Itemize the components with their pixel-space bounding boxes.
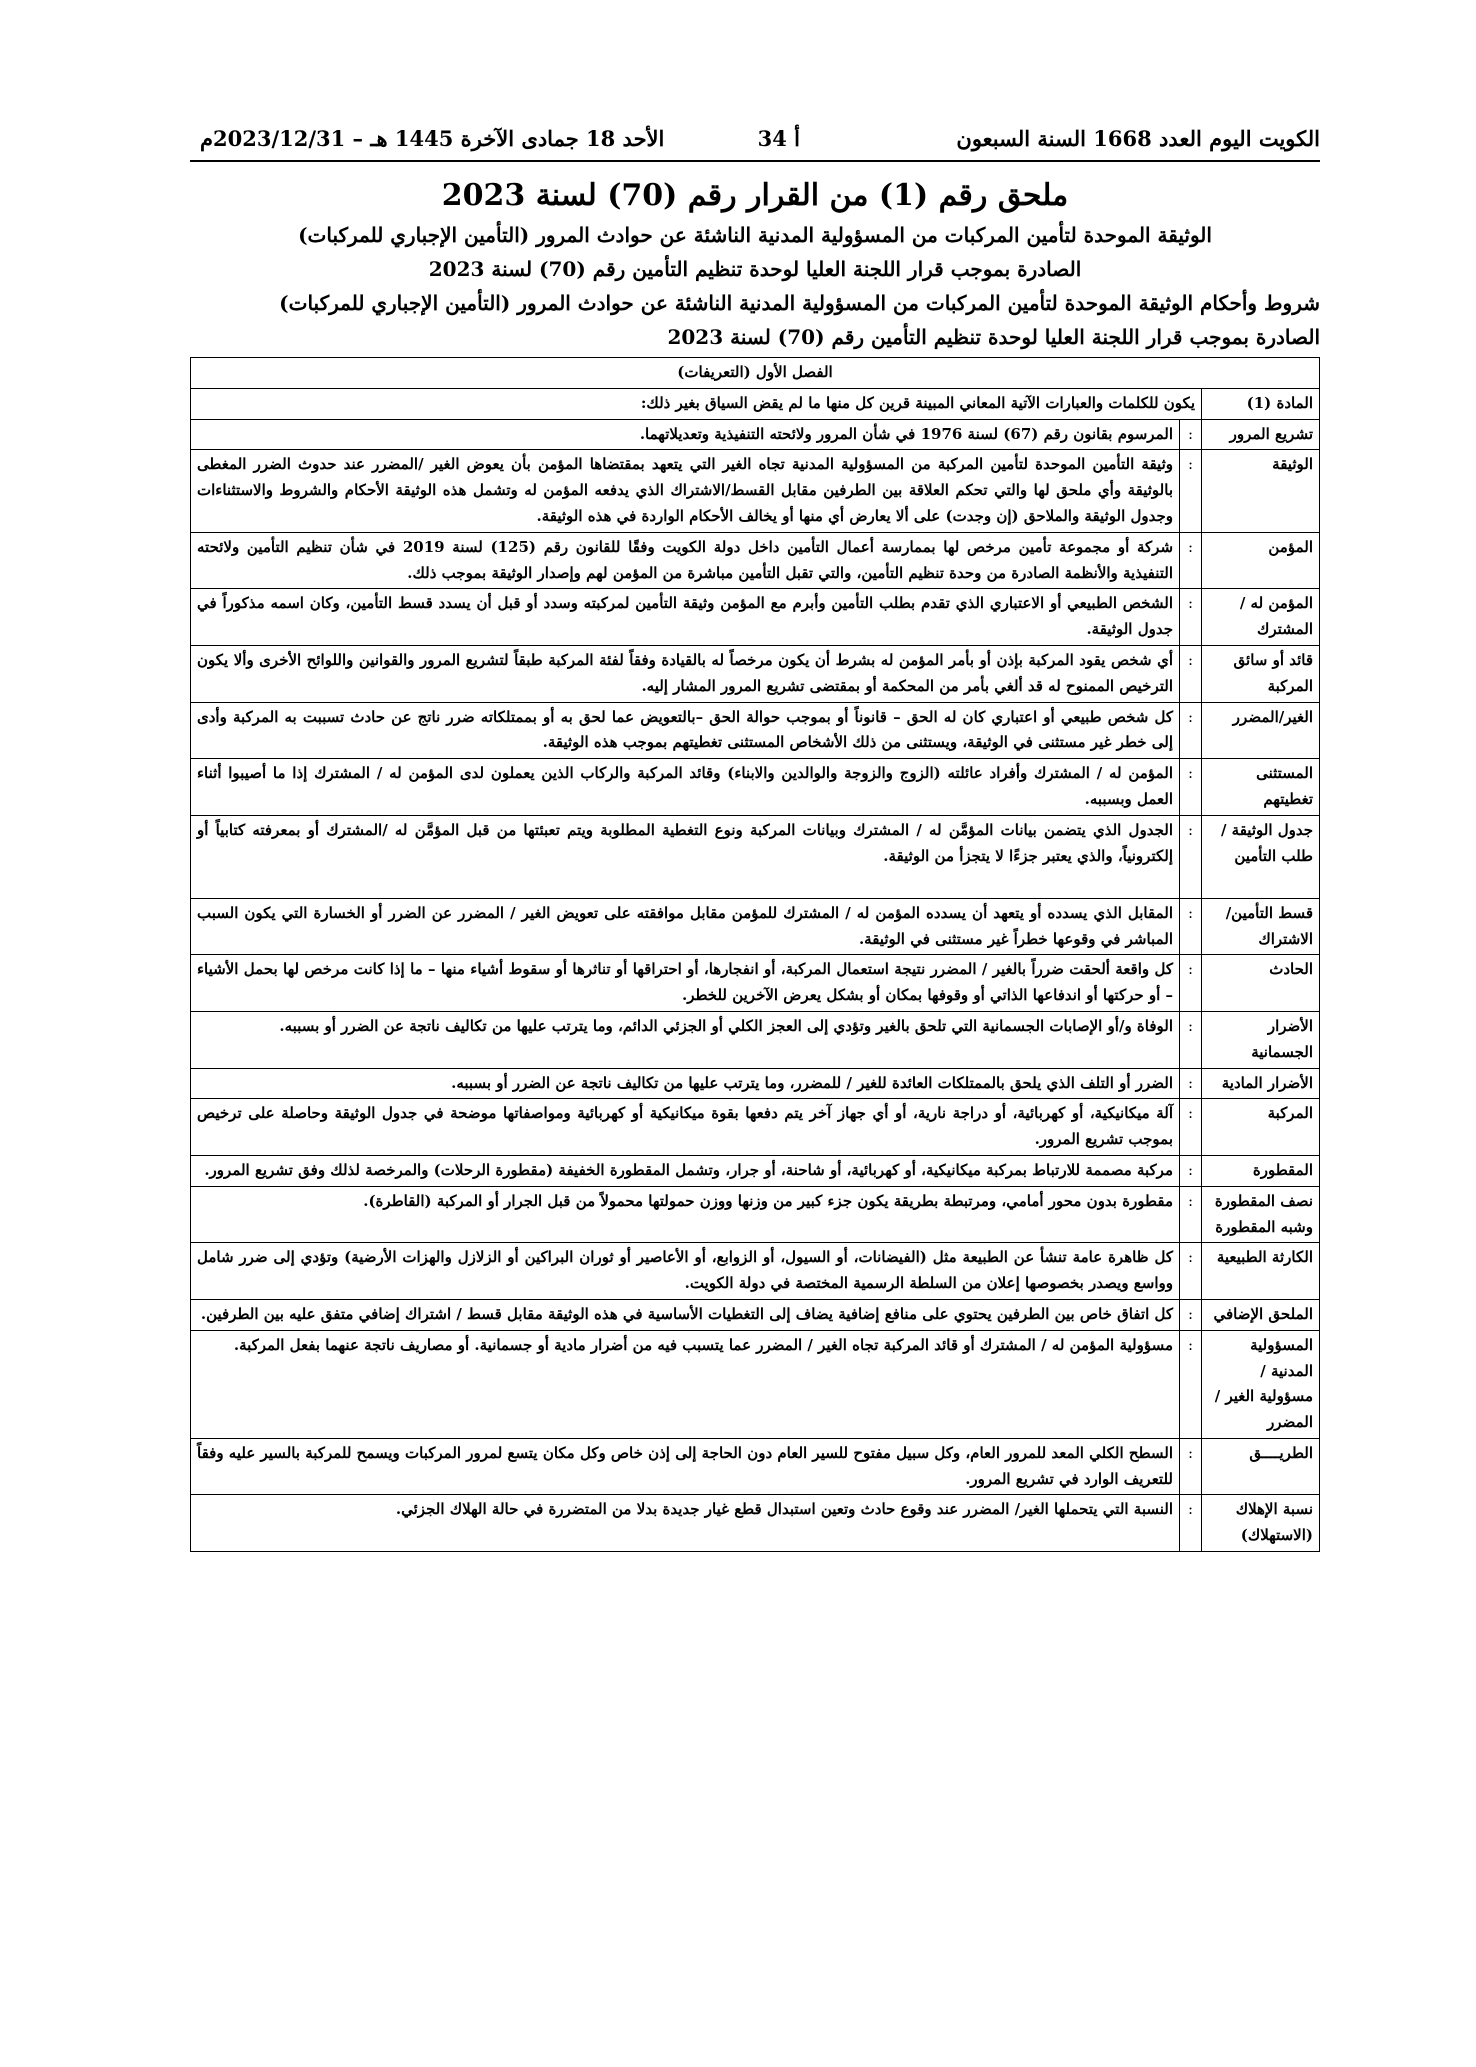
- definition-separator: :: [1180, 1068, 1202, 1099]
- definition-text: كل واقعة ألحقت ضرراً بالغير / المضرر نتيجة استعمال المركبة، أو انفجارها، أو احتراقها أو تناثرها أو سقوط أشياء منها – ما إذا كانت مرخص لها بحمل الأشياء – أو حركتها أو اندفاعها الذاتي أو وقوفها بمكان أو بشكل يعرض الآخرين للخطر.: [191, 955, 1180, 1012]
- definition-term: الطريــــق: [1202, 1438, 1320, 1495]
- section-title: الفصل الأول (التعريفات): [191, 358, 1320, 389]
- definition-separator: :: [1180, 532, 1202, 589]
- definition-term: المستثنى تغطيتهم: [1202, 759, 1320, 816]
- definition-term: قائد أو سائق المركبة: [1202, 645, 1320, 702]
- subtitle-line-2: الصادرة بموجب قرار اللجنة العليا لوحدة تنظيم التأمين رقم (70) لسنة 2023: [428, 257, 1082, 281]
- definition-separator: :: [1180, 1186, 1202, 1243]
- definition-separator: :: [1180, 898, 1202, 955]
- definition-term: الأضرار المادية: [1202, 1068, 1320, 1099]
- definition-text: مقطورة بدون محور أمامي، ومرتبطة بطريقة يكون جزء كبير من وزنها ووزن حمولتها محمولاً من قبل الجرار أو المركبة (القاطرة).: [191, 1186, 1180, 1243]
- definition-text: الجدول الذي يتضمن بيانات المؤمَّن له / المشترك وبيانات المركبة ونوع التغطية المطلوبة ويتم تعبئتها من قبل المؤمَّن له /المشترك أو بمعرفته كتابياً أو إلكترونياً، والذي يعتبر جزءًا لا يتجزأ من الوثيقة.: [191, 815, 1180, 898]
- definition-row: [191, 955, 1320, 1012]
- definition-text: السطح الكلي المعد للمرور العام، وكل سبيل مفتوح للسير العام دون الحاجة إلى إذن خاص وكل مكان يتسع لمرور المركبات ويسمح للمركبة بالسير عليه وفقاً للتعريف الوارد في تشريع المرور.: [191, 1438, 1180, 1495]
- definition-term: جدول الوثيقة / طلب التأمين: [1202, 815, 1320, 898]
- definition-text: كل ظاهرة عامة تنشأ عن الطبيعة مثل (الفيضانات، أو السيول، أو الزوابع، أو الأعاصير أو ثوران البراكين أو الزلازل والهزات الأرضية) وتؤدي إلى ضرر شامل وواسع ويصدر بخصوصها إعلان من السلطة الرسمية المختصة في دولة الكويت.: [191, 1243, 1180, 1300]
- definition-separator: :: [1180, 1438, 1202, 1495]
- subtitle-line-1: الوثيقة الموحدة لتأمين المركبات من المسؤولية المدنية الناشئة عن حوادث المرور (التأمين الإجباري للمركبات): [298, 223, 1212, 247]
- definition-text: مركبة مصممة للارتباط بمركبة ميكانيكية، أو كهربائية، أو شاحنة، أو جرار، وتشمل المقطورة الخفيفة (مقطورة الرحلات) والمرخصة لذلك وفق تشريع المرور.: [191, 1155, 1180, 1186]
- definition-row: [191, 1299, 1320, 1330]
- definition-row: [191, 589, 1320, 646]
- definition-separator: :: [1180, 450, 1202, 532]
- definition-separator: :: [1180, 759, 1202, 816]
- gazette-issue: الكويت اليوم العدد 1668 السنة السبعون: [956, 126, 1320, 151]
- definition-term: نسبة الإهلاك (الاستهلاك): [1202, 1495, 1320, 1552]
- definition-separator: :: [1180, 1495, 1202, 1552]
- definition-separator: :: [1180, 955, 1202, 1012]
- definition-text: مسؤولية المؤمن له / المشترك أو قائد المركبة تجاه الغير / المضرر عما يتسبب فيه من أضرار مادية أو جسمانية. أو مصاريف ناتجة عنهما بفعل المركبة.: [191, 1330, 1180, 1438]
- article-label: المادة (1): [1202, 388, 1320, 419]
- definition-row: [191, 1068, 1320, 1099]
- definition-text: المرسوم بقانون رقم (67) لسنة 1976 في شأن المرور ولائحته التنفيذية وتعديلاتهما.: [191, 419, 1180, 450]
- definition-row: [191, 1186, 1320, 1243]
- definition-text: الشخص الطبيعي أو الاعتباري الذي تقدم بطلب التأمين وأبرم مع المؤمن وثيقة التأمين لمركبته وسدد أو قبل أن يسدد قسط التأمين، وكان اسمه مذكوراً في جدول الوثيقة.: [191, 589, 1180, 646]
- definition-term: المؤمن: [1202, 532, 1320, 589]
- definition-text: شركة أو مجموعة تأمين مرخص لها بممارسة أعمال التأمين داخل دولة الكويت وفقًا للقانون رقم (125) لسنة 2019 في شأن تنظيم التأمين ولائحته التنفيذية والأنظمة الصادرة من وحدة تنظيم التأمين، والتي تقبل التأمين مباشرة من المؤمن لهم وإصدار الوثيقة بموجب ذلك.: [191, 532, 1180, 589]
- definition-row: [191, 1099, 1320, 1156]
- definition-term: قسط التأمين/الاشتراك: [1202, 898, 1320, 955]
- definition-text: الوفاة و/أو الإصابات الجسمانية التي تلحق بالغير وتؤدي إلى العجز الكلي أو الجزئي الدائم، وما يترتب عليها من تكاليف ناتجة عن الضرر أو بسببه.: [191, 1011, 1180, 1068]
- document-page: [190, 120, 1320, 1552]
- definition-text: الضرر أو التلف الذي يلحق بالممتلكات العائدة للغير / للمضرر، وما يترتب عليها من تكاليف ناتجة عن الضرر أو بسببه.: [191, 1068, 1180, 1099]
- definition-row: [191, 815, 1320, 898]
- article-row: [191, 388, 1320, 419]
- definition-row: [191, 1330, 1320, 1438]
- issue-date: الأحد 18 جمادى الآخرة 1445 هـ – 2023/12/31م: [200, 126, 665, 151]
- definition-term: المقطورة: [1202, 1155, 1320, 1186]
- definition-separator: :: [1180, 815, 1202, 898]
- definition-row: [191, 898, 1320, 955]
- definition-term: الأضرار الجسمانية: [1202, 1011, 1320, 1068]
- definition-row: [191, 645, 1320, 702]
- definition-term: الحادث: [1202, 955, 1320, 1012]
- definitions-table: [190, 357, 1320, 1552]
- definition-term: الوثيقة: [1202, 450, 1320, 532]
- definition-text: آلة ميكانيكية، أو كهربائية، أو دراجة نارية، أو أي جهاز آخر يتم دفعها بقوة ميكانيكية أو كهربائية ومواصفاتها موضحة في جدول الوثيقة وحاصلة على ترخيص بموجب تشريع المرور.: [191, 1099, 1180, 1156]
- definition-term: نصف المقطورة وشبه المقطورة: [1202, 1186, 1320, 1243]
- definition-term: الغير/المضرر: [1202, 702, 1320, 759]
- definition-separator: :: [1180, 419, 1202, 450]
- definition-row: [191, 759, 1320, 816]
- definition-separator: :: [1180, 1243, 1202, 1300]
- definition-separator: :: [1180, 1330, 1202, 1438]
- definition-text: المؤمن له / المشترك وأفراد عائلته (الزوج والزوجة والوالدين والابناء) وقائد المركبة والركاب الذين يعملون لدى المؤمن له / المشترك إذا ما أصيبوا أثناء العمل وبسببه.: [191, 759, 1180, 816]
- definition-term: الملحق الإضافي: [1202, 1299, 1320, 1330]
- definition-separator: :: [1180, 1011, 1202, 1068]
- definition-row: [191, 1011, 1320, 1068]
- document-title: ملحق رقم (1) من القرار رقم (70) لسنة 2023: [441, 178, 1069, 213]
- definition-text: وثيقة التأمين الموحدة لتأمين المركبة من المسؤولية المدنية تجاه الغير التي يتعهد بمقتضاها المؤمن بأن يعوض الغير /المضرر عند حدوث الضرر المغطى بالوثيقة وأي ملحق لها والتي تحكم العلاقة بين الطرفين مقابل القسط/الاشتراك الذي يدفعه المؤمن له وتشمل هذه الوثيقة الأحكام والشروط والاستثناءات وجدول الوثيقة والملاحق (إن وجدت) على ألا يعارض أي منها أو يخالف الأحكام الواردة في هذه الوثيقة.: [191, 450, 1180, 532]
- definition-row: [191, 1438, 1320, 1495]
- article-text: يكون للكلمات والعبارات الآتية المعاني المبينة قرين كل منها ما لم يقض السياق بغير ذلك:: [191, 388, 1202, 419]
- definition-row: [191, 532, 1320, 589]
- definition-text: أي شخص يقود المركبة بإذن أو بأمر المؤمن له بشرط أن يكون مرخصاً له بالقيادة وفقاً لفئة المركبة طبقاً لتشريع المرور والقوانين واللوائح الأخرى وألا يكون الترخيص الممنوح له قد ألغي بأمر من المحكمة أو بمقتضى تشريع المرور المشار إليه.: [191, 645, 1180, 702]
- definition-text: المقابل الذي يسدده أو يتعهد أن يسدده المؤمن له / المشترك للمؤمن مقابل موافقته على تعويض الغير / المضرر عن الضرر أو الخسارة التي يكون السبب المباشر في وقوعها خطراً غير مستثنى في الوثيقة.: [191, 898, 1180, 955]
- definition-row: [191, 702, 1320, 759]
- definition-separator: :: [1180, 702, 1202, 759]
- definition-term: المركبة: [1202, 1099, 1320, 1156]
- subtitle-line-4: الصادرة بموجب قرار اللجنة العليا لوحدة تنظيم التأمين رقم (70) لسنة 2023: [667, 325, 1320, 349]
- definition-term: الكارثة الطبيعية: [1202, 1243, 1320, 1300]
- section-row: [191, 358, 1320, 389]
- definition-row: [191, 450, 1320, 532]
- subtitle-line-3: شروط وأحكام الوثيقة الموحدة لتأمين المركبات من المسؤولية المدنية الناشئة عن حوادث المرور (التأمين الإجباري للمركبات): [279, 291, 1320, 315]
- definition-separator: :: [1180, 589, 1202, 646]
- definition-text: كل اتفاق خاص بين الطرفين يحتوي على منافع إضافية يضاف إلى التغطيات الأساسية في هذه الوثيقة مقابل قسط / اشتراك إضافي متفق عليه بين الطرفين.: [191, 1299, 1180, 1330]
- definition-row: [191, 1243, 1320, 1300]
- definition-separator: :: [1180, 645, 1202, 702]
- definition-term: المؤمن له / المشترك: [1202, 589, 1320, 646]
- definition-row: [191, 1495, 1320, 1552]
- definition-separator: :: [1180, 1299, 1202, 1330]
- definition-term: المسؤولية المدنية / مسؤولية الغير / المضرر: [1202, 1330, 1320, 1438]
- definition-term: تشريع المرور: [1202, 419, 1320, 450]
- page-number: أ 34: [757, 126, 800, 151]
- definition-separator: :: [1180, 1099, 1202, 1156]
- definition-text: كل شخص طبيعي أو اعتباري كان له الحق – قانوناً أو بموجب حوالة الحق –بالتعويض عما لحق به أو بممتلكاته ضرر ناتج عن حادث تسببت به المركبة وأدى إلى خطر غير مستثنى في الوثيقة، ويستثنى من ذلك الأشخاص المستثنى تغطيتهم بموجب هذه الوثيقة.: [191, 702, 1180, 759]
- definition-separator: :: [1180, 1155, 1202, 1186]
- gazette-header: [190, 120, 1320, 162]
- definition-row: [191, 419, 1320, 450]
- definition-row: [191, 1155, 1320, 1186]
- definition-text: النسبة التي يتحملها الغير/ المضرر عند وقوع حادث وتعين استبدال قطع غيار جديدة بدلا من المتضررة في حالة الهلاك الجزئي.: [191, 1495, 1180, 1552]
